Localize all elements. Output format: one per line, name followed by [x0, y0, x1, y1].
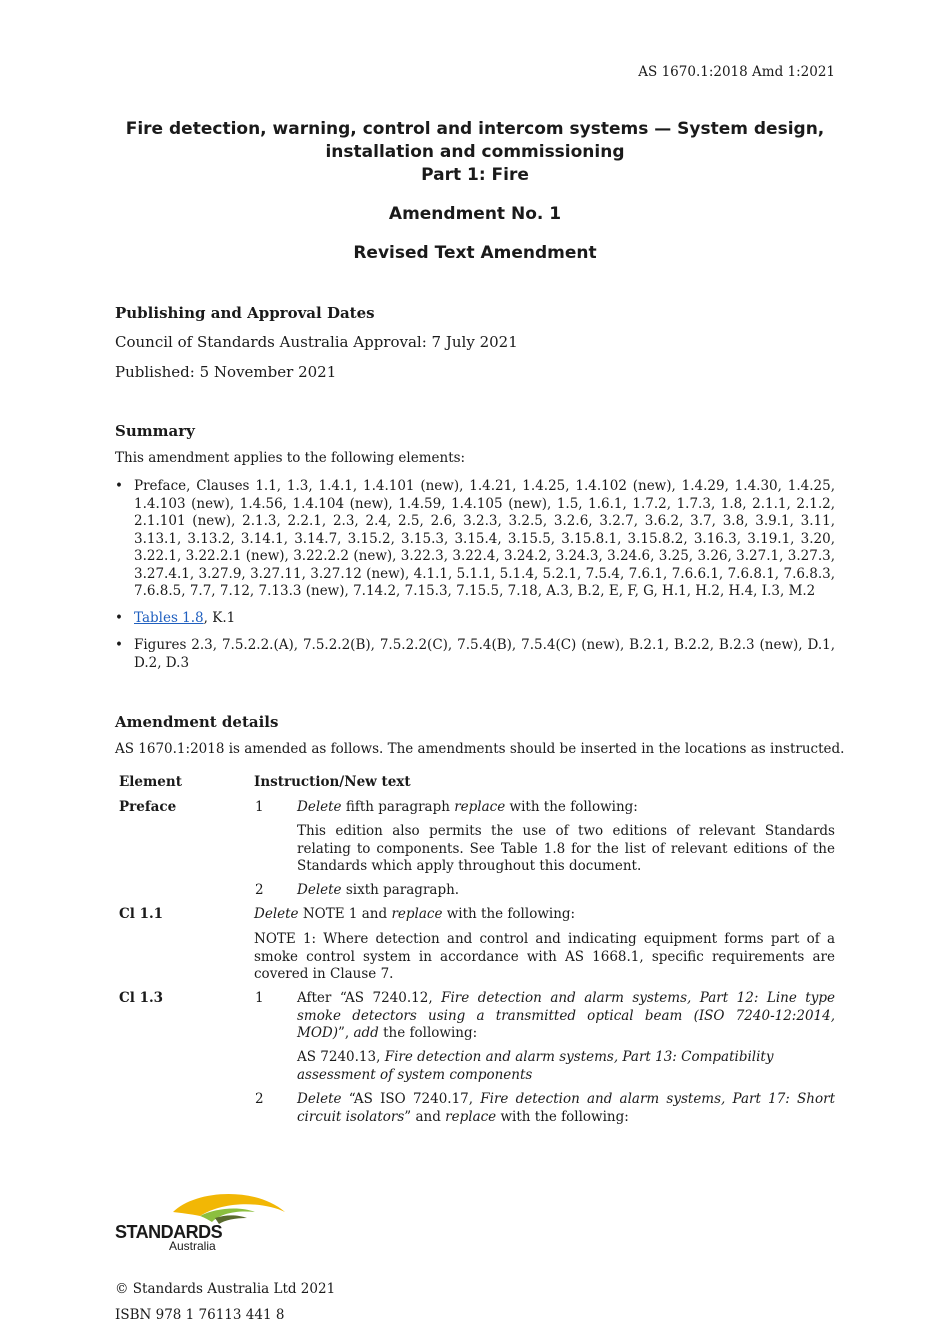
- bullet-text: [134, 610, 835, 628]
- new-text: This edition also permits the use of two editions of relevant Standards relating to components. See Table 1.8 for the list of relevant editions of the Standards which apply throughout this document.: [297, 823, 835, 874]
- column-instruction: Instruction/New text: [254, 774, 411, 790]
- item-number: 2: [255, 882, 264, 898]
- svg-text:STANDARDS: STANDARDS: [115, 1222, 223, 1242]
- published-date: Published: 5 November 2021: [115, 363, 337, 381]
- summary-bullet-clauses: [115, 478, 835, 601]
- logo-swoosh-icon: [115, 1188, 290, 1250]
- row-element: Cl 1.3: [119, 990, 164, 1006]
- summary-bullet-figures: [115, 637, 835, 672]
- bullet-icon: •: [115, 610, 123, 626]
- title-line-2: installation and commissioning: [325, 142, 625, 162]
- document-id: AS 1670.1:2018 Amd 1:2021: [638, 64, 835, 80]
- title-line-1: Fire detection, warning, control and intercom systems — System design,: [125, 119, 825, 139]
- instruction-text: Delete “AS ISO 7240.17, Fire detection and alarm systems, Part 17: Short circuit isolators” and replace with the following:: [297, 1091, 835, 1125]
- row-element: Cl 1.1: [119, 906, 164, 922]
- instruction-text: After “AS 7240.12, Fire detection and alarm systems, Part 12: Line type smoke detectors using a transmitted optical beam (ISO 7240-12:2014, MOD)”, add the following:: [297, 990, 835, 1041]
- column-element: Element: [119, 774, 182, 790]
- standards-australia-logo: [115, 1188, 290, 1250]
- tables-link[interactable]: Tables 1.8: [134, 610, 204, 626]
- bullet-text: Preface, Clauses 1.1, 1.3, 1.4.1, 1.4.101 (new), 1.4.21, 1.4.25, 1.4.102 (new), 1.4.29, 1.4.30, 1.4.25, 1.4.103 (new), 1.4.56, 1.4.104 (new), 1.4.59, 1.4.105 (new), 1.5, 1.6.1, 1.7.2, 1.7.3, 1.8, 2.1.1, 2.1.2, 2.1.101 (new), 2.1.3, 2.2.1, 2.3, 2.4, 2.5, 2.6, 3.2.3, 3.2.5, 3.2.6, 3.2.7, 3.6.2, 3.7, 3.8, 3.9.1, 3.11, 3.13.1, 3.13.2, 3.14.1, 3.14.7, 3.15.2, 3.15.3, 3.15.4, 3.15.5, 3.15.8.1, 3.15.8.2, 3.16.3, 3.19.1, 3.20, 3.22.1, 3.22.2.1 (new), 3.22.2.2 (new), 3.22.3, 3.22.4, 3.24.2, 3.24.3, 3.24.6, 3.25, 3.26, 3.27.1, 3.27.3, 3.27.4.1, 3.27.9, 3.27.11, 3.27.12 (new), 4.1.1, 5.1.1, 5.1.4, 5.2.1, 7.5.4, 7.6.1, 7.6.6.1, 7.6.8.1, 7.6.8.3, 7.6.8.5, 7.7, 7.12, 7.13.3 (new), 7.14.2, 7.15.3, 7.15.5, 7.18, A.3, B.2, E, F, G, H.1, H.2, H.4, I.3, M.2: [134, 478, 835, 599]
- note-text: NOTE 1: Where detection and control and indicating equipment forms part of a smoke control system in accordance with AS 1668.1, specific requirements are covered in Clause 7.: [254, 931, 835, 982]
- summary-bullet-tables: [115, 610, 835, 628]
- bullet-text-rest: , K.1: [203, 610, 236, 626]
- summary-intro: This amendment applies to the following elements:: [115, 450, 466, 466]
- item-number: 1: [255, 799, 264, 815]
- approval-date: Council of Standards Australia Approval: 7 July 2021: [115, 333, 518, 351]
- isbn: ISBN 978 1 76113 441 8: [115, 1307, 285, 1323]
- bullet-icon: •: [115, 637, 123, 653]
- new-text: AS 7240.13, Fire detection and alarm systems, Part 13: Compatibility assessment of system components: [297, 1049, 774, 1083]
- svg-text:Australia: Australia: [169, 1239, 216, 1250]
- details-heading: Amendment details: [115, 713, 279, 731]
- dates-heading: Publishing and Approval Dates: [115, 304, 375, 322]
- revised-text-heading: Revised Text Amendment: [353, 243, 597, 263]
- document-title: [115, 118, 835, 187]
- item-number: 1: [255, 990, 264, 1006]
- amendment-number: Amendment No. 1: [388, 204, 562, 224]
- copyright: © Standards Australia Ltd 2021: [115, 1281, 336, 1297]
- row-element: Preface: [119, 799, 177, 815]
- bullet-text: Figures 2.3, 7.5.2.2.(A), 7.5.2.2(B), 7.5.2.2(C), 7.5.4(B), 7.5.4(C) (new), B.2.1, B.2.2, B.2.3 (new), D.1, D.2, D.3: [134, 637, 835, 671]
- title-line-3: Part 1: Fire: [421, 165, 529, 185]
- instruction-text: Delete sixth paragraph.: [297, 882, 460, 898]
- instruction-text: Delete fifth paragraph replace with the following:: [297, 799, 638, 815]
- item-number: 2: [255, 1091, 264, 1107]
- instruction-text: Delete NOTE 1 and replace with the following:: [254, 906, 576, 922]
- details-intro: AS 1670.1:2018 is amended as follows. The amendments should be inserted in the locations as instructed.: [115, 741, 845, 757]
- bullet-icon: •: [115, 478, 123, 494]
- summary-heading: Summary: [115, 422, 195, 440]
